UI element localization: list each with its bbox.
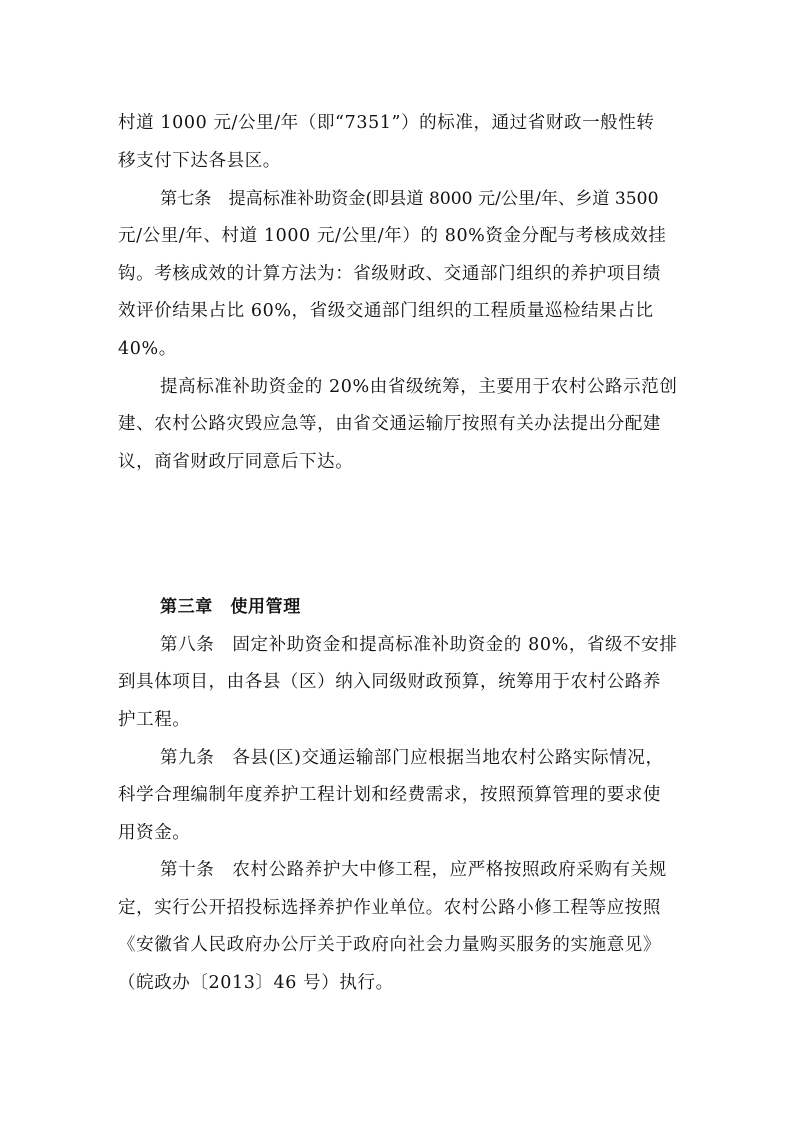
article-10-line: （皖政办〔2013〕46 号）执行。 <box>118 973 394 993</box>
article-10-line: 《安徽省人民政府办公厅关于政府向社会力量购买服务的实施意见》 <box>118 935 661 955</box>
article-9-line: 科学合理编制年度养护工程计划和经费需求，按照预算管理的要求使 <box>118 785 661 805</box>
article-10-line: 第十条 农村公路养护大中修工程，应严格按照政府采购有关规 <box>160 860 667 880</box>
article-9-line: 第九条 各县(区)交通运输部门应根据当地农村公路实际情况， <box>160 748 664 768</box>
article-8-line: 护工程。 <box>118 710 191 730</box>
article-8-line: 到具体项目，由各县（区）纳入同级财政预算，统筹用于农村公路养 <box>118 672 661 692</box>
article-7-line: 元/公里/年、村道 1000 元/公里/年）的 80%资金分配与考核成效挂 <box>118 226 667 246</box>
article-7-line: 第七条 提高标准补助资金(即县道 8000 元/公里/年、乡道 3500 <box>160 189 659 209</box>
chapter-heading: 第三章 使用管理 <box>160 597 301 617</box>
paragraph-line: 议，商省财政厅同意后下达。 <box>118 452 354 472</box>
article-9-line: 用资金。 <box>118 823 191 843</box>
paragraph-line: 建、农村公路灾毁应急等，由省交通运输厅按照有关办法提出分配建 <box>118 414 661 434</box>
article-10-line: 定，实行公开招投标选择养护作业单位。农村公路小修工程等应按照 <box>118 898 661 918</box>
article-8-line: 第八条 固定补助资金和提高标准补助资金的 80%，省级不安排 <box>160 635 678 655</box>
paragraph-line: 提高标准补助资金的 20%由省级统筹，主要用于农村公路示范创 <box>160 377 678 397</box>
text-line: 移支付下达各县区。 <box>118 151 281 171</box>
article-7-line: 40%。 <box>118 339 177 359</box>
text-line: 村道 1000 元/公里/年（即“7351”）的标准，通过省财政一般性转 <box>118 113 655 133</box>
article-7-line: 钩。考核成效的计算方法为：省级财政、交通部门组织的养护项目绩 <box>118 264 661 284</box>
article-7-line: 效评价结果占比 60%，省级交通部门组织的工程质量巡检结果占比 <box>118 301 654 321</box>
